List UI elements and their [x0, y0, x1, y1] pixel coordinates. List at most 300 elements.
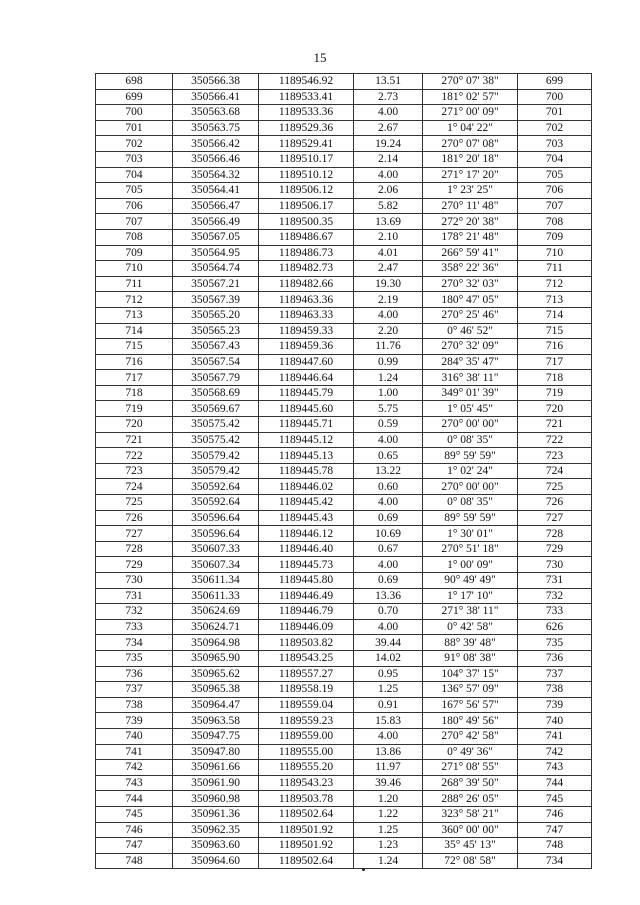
table-row [96, 728, 592, 744]
bearing-cell: 181° 02' 57" [423, 89, 518, 105]
x-coordinate-cell: 350964.60 [173, 853, 259, 869]
y-coordinate-cell: 1189445.80 [259, 573, 354, 589]
distance-cell: 0.91 [354, 697, 423, 713]
distance-cell: 1.22 [354, 806, 423, 822]
next-point-cell: 747 [518, 822, 592, 838]
y-coordinate-cell: 1189533.36 [259, 105, 354, 121]
y-coordinate-cell: 1189543.25 [259, 650, 354, 666]
distance-cell: 19.24 [354, 136, 423, 152]
point-number-cell: 730 [96, 573, 173, 589]
distance-cell: 1.20 [354, 791, 423, 807]
x-coordinate-cell: 350963.60 [173, 838, 259, 854]
y-coordinate-cell: 1189445.78 [259, 463, 354, 479]
next-point-cell: 706 [518, 183, 592, 199]
y-coordinate-cell: 1189463.33 [259, 307, 354, 323]
table-row [96, 354, 592, 370]
point-number-cell: 718 [96, 385, 173, 401]
table-row [96, 682, 592, 698]
next-point-cell: 737 [518, 666, 592, 682]
distance-cell: 0.95 [354, 666, 423, 682]
bearing-cell: 0° 49' 36" [423, 744, 518, 760]
distance-cell: 2.47 [354, 261, 423, 277]
y-coordinate-cell: 1189482.73 [259, 261, 354, 277]
next-point-cell: 700 [518, 89, 592, 105]
point-number-cell: 736 [96, 666, 173, 682]
table-row [96, 635, 592, 651]
next-point-cell: 739 [518, 697, 592, 713]
point-number-cell: 703 [96, 151, 173, 167]
bearing-cell: 270° 07' 08" [423, 136, 518, 152]
distance-cell: 2.19 [354, 292, 423, 308]
bearing-cell: 271° 00' 09" [423, 105, 518, 121]
next-point-cell: 723 [518, 448, 592, 464]
point-number-cell: 702 [96, 136, 173, 152]
y-coordinate-cell: 1189502.64 [259, 853, 354, 869]
y-coordinate-cell: 1189529.41 [259, 136, 354, 152]
y-coordinate-cell: 1189529.36 [259, 120, 354, 136]
y-coordinate-cell: 1189446.09 [259, 619, 354, 635]
x-coordinate-cell: 350565.23 [173, 323, 259, 339]
distance-cell: 2.06 [354, 183, 423, 199]
y-coordinate-cell: 1189445.71 [259, 417, 354, 433]
x-coordinate-cell: 350567.05 [173, 229, 259, 245]
bearing-cell: 360° 00' 00" [423, 822, 518, 838]
y-coordinate-cell: 1189559.00 [259, 728, 354, 744]
x-coordinate-cell: 350947.80 [173, 744, 259, 760]
table-row [96, 245, 592, 261]
distance-cell: 0.59 [354, 417, 423, 433]
bearing-cell: 271° 17' 20" [423, 167, 518, 183]
next-point-cell: 728 [518, 526, 592, 542]
bearing-cell: 270° 11' 48" [423, 198, 518, 214]
distance-cell: 4.00 [354, 432, 423, 448]
table-row [96, 323, 592, 339]
x-coordinate-cell: 350564.74 [173, 261, 259, 277]
point-number-cell: 719 [96, 401, 173, 417]
table-row [96, 198, 592, 214]
x-coordinate-cell: 350563.68 [173, 105, 259, 121]
bearing-cell: 316° 38' 11" [423, 370, 518, 386]
point-number-cell: 701 [96, 120, 173, 136]
table-row [96, 105, 592, 121]
point-number-cell: 747 [96, 838, 173, 854]
point-number-cell: 717 [96, 370, 173, 386]
bearing-cell: 1° 23' 25" [423, 183, 518, 199]
bearing-cell: 1° 02' 24" [423, 463, 518, 479]
point-number-cell: 721 [96, 432, 173, 448]
x-coordinate-cell: 350592.64 [173, 479, 259, 495]
distance-cell: 2.67 [354, 120, 423, 136]
distance-cell: 0.69 [354, 573, 423, 589]
point-number-cell: 713 [96, 307, 173, 323]
point-number-cell: 732 [96, 604, 173, 620]
x-coordinate-cell: 350624.69 [173, 604, 259, 620]
bearing-cell: 0° 42' 58" [423, 619, 518, 635]
bearing-cell: 271° 38' 11" [423, 604, 518, 620]
point-number-cell: 711 [96, 276, 173, 292]
table-row [96, 370, 592, 386]
point-number-cell: 704 [96, 167, 173, 183]
page-number: 15 [313, 50, 327, 65]
next-point-cell: 719 [518, 385, 592, 401]
bearing-cell: 89° 59' 59" [423, 448, 518, 464]
next-point-cell: 712 [518, 276, 592, 292]
x-coordinate-cell: 350611.33 [173, 588, 259, 604]
bearing-cell: 270° 25' 46" [423, 307, 518, 323]
distance-cell: 4.00 [354, 728, 423, 744]
table-row [96, 151, 592, 167]
next-point-cell: 729 [518, 541, 592, 557]
distance-cell: 15.83 [354, 713, 423, 729]
next-point-cell: 733 [518, 604, 592, 620]
bearing-cell: 288° 26' 05" [423, 791, 518, 807]
next-point-cell: 704 [518, 151, 592, 167]
x-coordinate-cell: 350607.33 [173, 541, 259, 557]
x-coordinate-cell: 350575.42 [173, 432, 259, 448]
table-row [96, 261, 592, 277]
next-point-cell: 708 [518, 214, 592, 230]
table-row [96, 89, 592, 105]
bearing-cell: 88° 39' 48" [423, 635, 518, 651]
y-coordinate-cell: 1189502.64 [259, 806, 354, 822]
point-number-cell: 709 [96, 245, 173, 261]
distance-cell: 19.30 [354, 276, 423, 292]
bearing-cell: 0° 46' 52" [423, 323, 518, 339]
point-number-cell: 739 [96, 713, 173, 729]
bearing-cell: 358° 22' 36" [423, 261, 518, 277]
y-coordinate-cell: 1189463.36 [259, 292, 354, 308]
bearing-cell: 167° 56' 57" [423, 697, 518, 713]
x-coordinate-cell: 350965.62 [173, 666, 259, 682]
bearing-cell: 180° 49' 56" [423, 713, 518, 729]
y-coordinate-cell: 1189446.49 [259, 588, 354, 604]
distance-cell: 13.69 [354, 214, 423, 230]
bearing-cell: 270° 32' 03" [423, 276, 518, 292]
bearing-cell: 1° 04' 22" [423, 120, 518, 136]
point-number-cell: 699 [96, 89, 173, 105]
y-coordinate-cell: 1189445.60 [259, 401, 354, 417]
distance-cell: 0.69 [354, 510, 423, 526]
x-coordinate-cell: 350566.38 [173, 74, 259, 90]
distance-cell: 13.51 [354, 74, 423, 90]
point-number-cell: 741 [96, 744, 173, 760]
distance-cell: 0.67 [354, 541, 423, 557]
next-point-cell: 701 [518, 105, 592, 121]
x-coordinate-cell: 350961.90 [173, 775, 259, 791]
x-coordinate-cell: 350567.43 [173, 339, 259, 355]
point-number-cell: 714 [96, 323, 173, 339]
bearing-cell: 136° 57' 09" [423, 682, 518, 698]
coordinate-table-body [96, 74, 592, 869]
bearing-cell: 284° 35' 47" [423, 354, 518, 370]
distance-cell: 1.24 [354, 853, 423, 869]
coordinate-table [95, 73, 592, 869]
point-number-cell: 715 [96, 339, 173, 355]
y-coordinate-cell: 1189510.12 [259, 167, 354, 183]
bearing-cell: 270° 51' 18" [423, 541, 518, 557]
distance-cell: 4.00 [354, 307, 423, 323]
next-point-cell: 722 [518, 432, 592, 448]
x-coordinate-cell: 350566.41 [173, 89, 259, 105]
bearing-cell: 0° 08' 35" [423, 432, 518, 448]
y-coordinate-cell: 1189559.23 [259, 713, 354, 729]
next-point-cell: 724 [518, 463, 592, 479]
table-row [96, 448, 592, 464]
distance-cell: 0.70 [354, 604, 423, 620]
next-point-cell: 703 [518, 136, 592, 152]
bearing-cell: 90° 49' 49" [423, 573, 518, 589]
x-coordinate-cell: 350566.47 [173, 198, 259, 214]
point-number-cell: 744 [96, 791, 173, 807]
bearing-cell: 323° 58' 21" [423, 806, 518, 822]
x-coordinate-cell: 350567.39 [173, 292, 259, 308]
next-point-cell: 702 [518, 120, 592, 136]
next-point-cell: 710 [518, 245, 592, 261]
distance-cell: 1.23 [354, 838, 423, 854]
point-number-cell: 729 [96, 557, 173, 573]
next-point-cell: 716 [518, 339, 592, 355]
ink-mark [361, 867, 365, 871]
table-row [96, 214, 592, 230]
distance-cell: 39.44 [354, 635, 423, 651]
distance-cell: 14.02 [354, 650, 423, 666]
bearing-cell: 91° 08' 38" [423, 650, 518, 666]
distance-cell: 39.46 [354, 775, 423, 791]
next-point-cell: 730 [518, 557, 592, 573]
point-number-cell: 722 [96, 448, 173, 464]
next-point-cell: 626 [518, 619, 592, 635]
distance-cell: 5.75 [354, 401, 423, 417]
y-coordinate-cell: 1189446.02 [259, 479, 354, 495]
next-point-cell: 745 [518, 791, 592, 807]
x-coordinate-cell: 350596.64 [173, 510, 259, 526]
bearing-cell: 72° 08' 58" [423, 853, 518, 869]
table-row [96, 526, 592, 542]
table-row [96, 183, 592, 199]
x-coordinate-cell: 350575.42 [173, 417, 259, 433]
next-point-cell: 744 [518, 775, 592, 791]
y-coordinate-cell: 1189447.60 [259, 354, 354, 370]
table-row [96, 713, 592, 729]
y-coordinate-cell: 1189503.82 [259, 635, 354, 651]
bearing-cell: 1° 30' 01" [423, 526, 518, 542]
y-coordinate-cell: 1189559.04 [259, 697, 354, 713]
point-number-cell: 710 [96, 261, 173, 277]
next-point-cell: 727 [518, 510, 592, 526]
y-coordinate-cell: 1189500.35 [259, 214, 354, 230]
distance-cell: 13.36 [354, 588, 423, 604]
bearing-cell: 104° 37' 15" [423, 666, 518, 682]
next-point-cell: 726 [518, 495, 592, 511]
point-number-cell: 735 [96, 650, 173, 666]
table-row [96, 339, 592, 355]
x-coordinate-cell: 350964.98 [173, 635, 259, 651]
y-coordinate-cell: 1189555.00 [259, 744, 354, 760]
y-coordinate-cell: 1189459.36 [259, 339, 354, 355]
distance-cell: 4.01 [354, 245, 423, 261]
distance-cell: 11.76 [354, 339, 423, 355]
table-row [96, 619, 592, 635]
bearing-cell: 1° 00' 09" [423, 557, 518, 573]
table-row [96, 401, 592, 417]
x-coordinate-cell: 350961.36 [173, 806, 259, 822]
next-point-cell: 734 [518, 853, 592, 869]
y-coordinate-cell: 1189445.79 [259, 385, 354, 401]
x-coordinate-cell: 350607.34 [173, 557, 259, 573]
point-number-cell: 733 [96, 619, 173, 635]
next-point-cell: 713 [518, 292, 592, 308]
y-coordinate-cell: 1189543.23 [259, 775, 354, 791]
distance-cell: 1.24 [354, 370, 423, 386]
y-coordinate-cell: 1189486.73 [259, 245, 354, 261]
bearing-cell: 1° 05' 45" [423, 401, 518, 417]
y-coordinate-cell: 1189446.64 [259, 370, 354, 386]
y-coordinate-cell: 1189445.13 [259, 448, 354, 464]
next-point-cell: 738 [518, 682, 592, 698]
distance-cell: 13.22 [354, 463, 423, 479]
table-row [96, 697, 592, 713]
table-row [96, 604, 592, 620]
next-point-cell: 721 [518, 417, 592, 433]
x-coordinate-cell: 350569.67 [173, 401, 259, 417]
x-coordinate-cell: 350565.20 [173, 307, 259, 323]
x-coordinate-cell: 350964.47 [173, 697, 259, 713]
point-number-cell: 737 [96, 682, 173, 698]
y-coordinate-cell: 1189510.17 [259, 151, 354, 167]
distance-cell: 2.10 [354, 229, 423, 245]
table-row [96, 120, 592, 136]
point-number-cell: 738 [96, 697, 173, 713]
point-number-cell: 712 [96, 292, 173, 308]
distance-cell: 2.14 [354, 151, 423, 167]
y-coordinate-cell: 1189446.12 [259, 526, 354, 542]
next-point-cell: 717 [518, 354, 592, 370]
x-coordinate-cell: 350566.46 [173, 151, 259, 167]
y-coordinate-cell: 1189446.40 [259, 541, 354, 557]
next-point-cell: 746 [518, 806, 592, 822]
point-number-cell: 745 [96, 806, 173, 822]
x-coordinate-cell: 350962.35 [173, 822, 259, 838]
table-row [96, 229, 592, 245]
next-point-cell: 743 [518, 760, 592, 776]
y-coordinate-cell: 1189501.92 [259, 838, 354, 854]
table-row [96, 791, 592, 807]
bearing-cell: 270° 32' 09" [423, 339, 518, 355]
point-number-cell: 740 [96, 728, 173, 744]
y-coordinate-cell: 1189445.12 [259, 432, 354, 448]
distance-cell: 10.69 [354, 526, 423, 542]
bearing-cell: 270° 00' 00" [423, 479, 518, 495]
x-coordinate-cell: 350564.41 [173, 183, 259, 199]
x-coordinate-cell: 350564.32 [173, 167, 259, 183]
x-coordinate-cell: 350579.42 [173, 463, 259, 479]
next-point-cell: 718 [518, 370, 592, 386]
next-point-cell: 720 [518, 401, 592, 417]
x-coordinate-cell: 350567.21 [173, 276, 259, 292]
point-number-cell: 727 [96, 526, 173, 542]
x-coordinate-cell: 350965.90 [173, 650, 259, 666]
distance-cell: 5.82 [354, 198, 423, 214]
next-point-cell: 711 [518, 261, 592, 277]
x-coordinate-cell: 350596.64 [173, 526, 259, 542]
bearing-cell: 0° 08' 35" [423, 495, 518, 511]
next-point-cell: 714 [518, 307, 592, 323]
distance-cell: 2.20 [354, 323, 423, 339]
x-coordinate-cell: 350624.71 [173, 619, 259, 635]
bearing-cell: 180° 47' 05" [423, 292, 518, 308]
point-number-cell: 748 [96, 853, 173, 869]
distance-cell: 0.60 [354, 479, 423, 495]
point-number-cell: 700 [96, 105, 173, 121]
x-coordinate-cell: 350567.54 [173, 354, 259, 370]
table-row [96, 557, 592, 573]
y-coordinate-cell: 1189459.33 [259, 323, 354, 339]
x-coordinate-cell: 350566.42 [173, 136, 259, 152]
bearing-cell: 270° 42' 58" [423, 728, 518, 744]
table-row [96, 432, 592, 448]
table-row [96, 276, 592, 292]
y-coordinate-cell: 1189546.92 [259, 74, 354, 90]
distance-cell: 13.86 [354, 744, 423, 760]
x-coordinate-cell: 350961.66 [173, 760, 259, 776]
point-number-cell: 720 [96, 417, 173, 433]
x-coordinate-cell: 350568.69 [173, 385, 259, 401]
next-point-cell: 731 [518, 573, 592, 589]
table-row [96, 822, 592, 838]
next-point-cell: 732 [518, 588, 592, 604]
y-coordinate-cell: 1189533.41 [259, 89, 354, 105]
y-coordinate-cell: 1189445.43 [259, 510, 354, 526]
x-coordinate-cell: 350579.42 [173, 448, 259, 464]
table-row [96, 136, 592, 152]
point-number-cell: 716 [96, 354, 173, 370]
y-coordinate-cell: 1189506.17 [259, 198, 354, 214]
table-row [96, 760, 592, 776]
distance-cell: 4.00 [354, 167, 423, 183]
point-number-cell: 728 [96, 541, 173, 557]
bearing-cell: 270° 07' 38" [423, 74, 518, 90]
bearing-cell: 270° 00' 00" [423, 417, 518, 433]
table-row [96, 650, 592, 666]
next-point-cell: 735 [518, 635, 592, 651]
point-number-cell: 726 [96, 510, 173, 526]
distance-cell: 4.00 [354, 105, 423, 121]
table-row [96, 541, 592, 557]
next-point-cell: 707 [518, 198, 592, 214]
distance-cell: 1.25 [354, 822, 423, 838]
point-number-cell: 731 [96, 588, 173, 604]
distance-cell: 4.00 [354, 495, 423, 511]
next-point-cell: 742 [518, 744, 592, 760]
point-number-cell: 746 [96, 822, 173, 838]
table-row [96, 806, 592, 822]
bearing-cell: 349° 01' 39" [423, 385, 518, 401]
y-coordinate-cell: 1189486.67 [259, 229, 354, 245]
distance-cell: 0.99 [354, 354, 423, 370]
table-row [96, 510, 592, 526]
table-row [96, 588, 592, 604]
point-number-cell: 742 [96, 760, 173, 776]
bearing-cell: 272° 20' 38" [423, 214, 518, 230]
y-coordinate-cell: 1189446.79 [259, 604, 354, 620]
table-row [96, 838, 592, 854]
next-point-cell: 736 [518, 650, 592, 666]
distance-cell: 11.97 [354, 760, 423, 776]
distance-cell: 4.00 [354, 557, 423, 573]
point-number-cell: 723 [96, 463, 173, 479]
point-number-cell: 698 [96, 74, 173, 90]
next-point-cell: 709 [518, 229, 592, 245]
